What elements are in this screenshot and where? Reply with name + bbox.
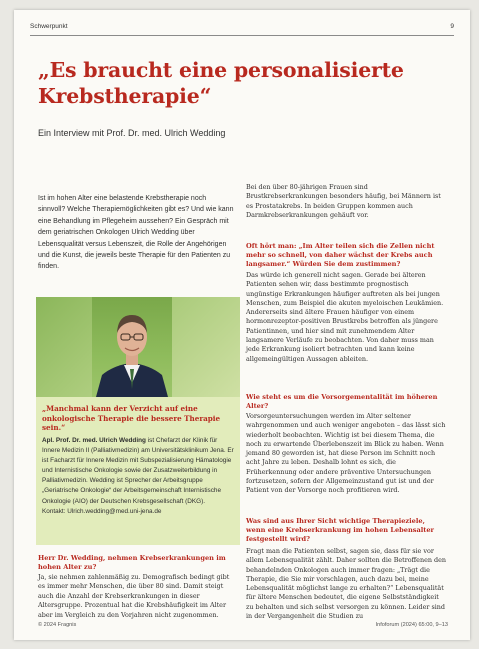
intro-paragraph: Ist im hohen Alter eine belastende Krebstherapie noch sinnvoll? Welche Therapiemöglichkeiten gibt es? Und wie kann eine Behandlung im Pflegeheim aussehen? Ein Gespräch mit dem geriatrischen Onkologen Ulrich Wedding über Lebensqualität versus Lebenszeit, die Rolle der Angehörigen und die Kunst, die jeweils beste Therapie für den Patienten zu finden. [38,195,234,271]
page-header [30,23,454,35]
question-4: Was sind aus Ihrer Sicht wichtige Therapieziele, wenn eine Krebserkrankung im hohen Lebensalter festgestellt wird? [246,517,434,544]
pull-quote: „Manchmal kann der Verzicht auf eine onkologische Therapie die bessere Therapie sein.“ [42,404,221,433]
question-2-text: „Im Alter teilen sich die Zellen nicht mehr so schnell, von daher wächst der Krebs auch langsamer.“ Würden Sie dem zustimmen? [246,242,435,269]
answer-3: Vorsorgeuntersuchungen werden im Alter seltener wahrgenommen und auch weniger angeboten – das lässt sich wiederholt beobachten. Wichtig ist bei diesem Thema, die noch zu erwartende Überlebenszeit im Blick zu haben. Wenn jemand 80 geworden ist, hat diese Person im Schnitt noch acht Jahre zu leben. Deshalb lohnt es sich, die Früherkennung oder andere präventive Untersuchungen fortzusetzen, sofern der Allgemeinzustand gut ist und der Patient von der Vorsorge noch profitieren wird. [246,412,446,495]
article-subtitle: Ein Interview mit Prof. Dr. med. Ulrich Wedding [38,128,226,138]
footer-copyright: © 2024 Fragnis [38,622,77,628]
right-paragraph-1: Bei den über 80-jährigen Frauen sind Brustkrebserkrankungen besonders häufig, bei Männern ist es Prostatakrebs. In beiden Gruppen kommen auch Darmkrebserkrankungen gehäuft vor. [246,183,441,219]
article-title: „Es braucht eine personalisierte Krebstherapie“ [38,58,404,108]
question-1: Herr Dr. Wedding, nehmen Krebserkrankungen im hohen Alter zu? [38,554,226,572]
question-2 [246,242,446,270]
magazine-page [14,10,470,640]
bio-text: ist Chefarzt der Klinik für Innere Medizin II (Palliativmedizin) am Universitätsklinikum Jena. Er ist Facharzt für Innere Medizin mit Subspezialisierung Hämatologie und Internistische Onkologie sowie der Zusatzweiterbildung in Palliativmedizin. Wedding ist Sprecher der Arbeitsgruppe „Geriatrische Onkologie“ der Arbeitsgemeinschaft Internistische Onkologie (AIO) der Deutschen Krebsgesellschaft (DKG). [42,437,234,505]
question-2-lead: Oft hört man: [246,242,299,250]
bio-name: Apl. Prof. Dr. med. Ulrich Wedding [42,437,146,444]
header-rule [30,35,454,36]
portrait-illustration [92,297,172,397]
question-3: Wie steht es um die Vorsorgementalität im höheren Alter? [246,393,438,411]
section-label: Schwerpunkt [30,23,68,30]
bio-contact: Kontakt: Ulrich.wedding@med.uni-jena.de [42,507,162,515]
author-bio [42,436,236,517]
portrait-photo [92,297,172,397]
answer-4: Fragt man die Patienten selbst, sagen sie, dass für sie vor allem Lebensqualität zählt. Daher sollten die Betroffenen den behandelnden Onkologen auch immer fragen: „Trägt die Therapie, die Sie mir vorschlagen, auch dazu bei, meine Lebensqualität möglichst lange zu erhalten?“ Lebensqualität für ältere Menschen bedeutet, die eigene Selbstständigkeit zu behalten und sich selbst versorgen zu können. Leider sind in der Vergangenheit die Studien zu [246,547,446,621]
answer-1: Ja, sie nehmen zahlenmäßig zu. Demografisch bedingt gibt es immer mehr Menschen, die über 80 sind. Damit steigt auch die Anzahl der Krebserkrankungen in dieser Altersgruppe. Prozentual hat die Krebshäufigkeit im Alter aber im Vergleich zu den Vorjahren nicht zugenommen. [38,573,230,619]
footer-citation: Infoforum (2024) 65:00, 9–13 [375,622,448,628]
answer-2: Das würde ich generell nicht sagen. Gerade bei älteren Patienten sehen wir, dass bestimmte prognostisch ungünstige Erkrankungen häufiger auftreten als bei jungen Menschen, zum Beispiel die akuten myeloischen Leukämien. Andererseits sind ältere Frauen häufiger von einem hormonrezeptor-positiven Brustkrebs betroffen als jüngere Patientinnen, und hier sind mit zunehmendem Alter langsamere Verläufe zu beobachten. Von daher muss man jede Erkrankung isoliert betrachten und kann keine allgemeingültigen Aussagen ableiten. [246,271,444,363]
page-number: 9 [450,23,454,30]
